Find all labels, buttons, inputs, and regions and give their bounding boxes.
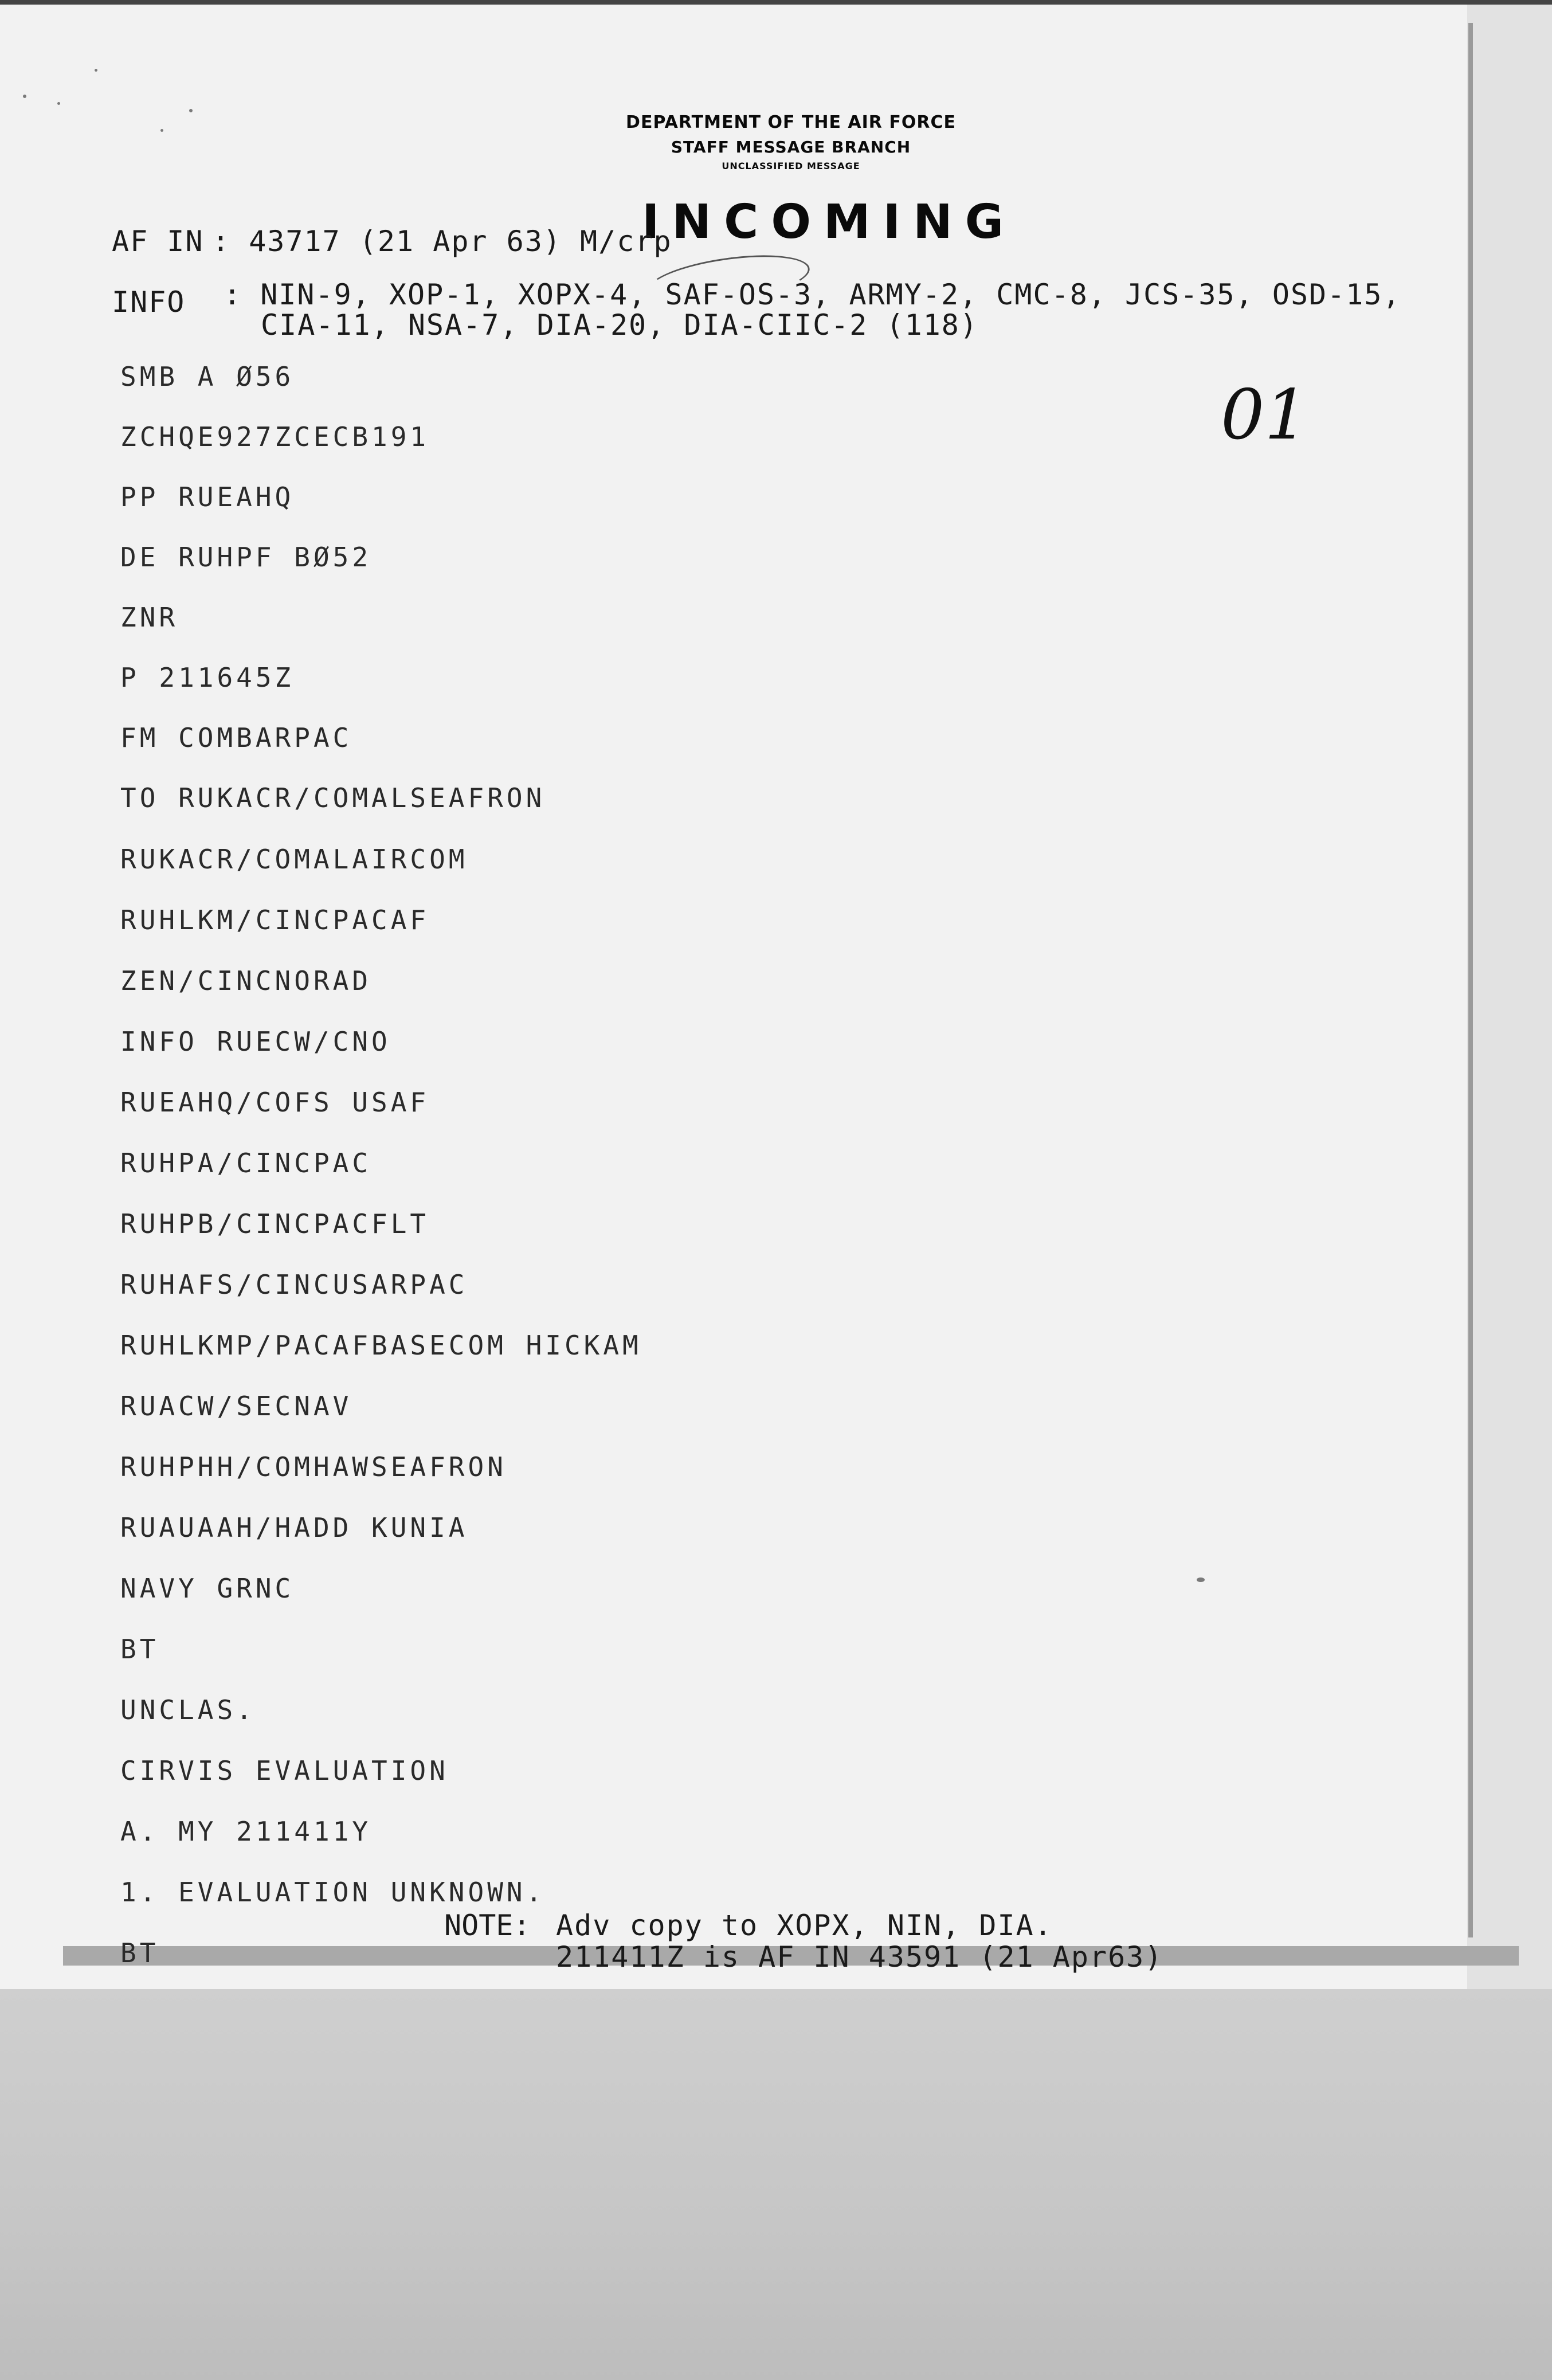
message-line: ZNR xyxy=(120,602,179,633)
message-line: RUEAHQ/COFS USAF xyxy=(120,1087,430,1118)
background-below-page xyxy=(0,1989,1552,2380)
message-line: RUHPB/CINCPACFLT xyxy=(120,1208,430,1239)
message-line: RUHLKM/CINCPACAF xyxy=(120,905,430,935)
message-line: BT xyxy=(120,1634,159,1665)
speck xyxy=(95,69,97,72)
message-line: RUACW/SECNAV xyxy=(120,1391,352,1422)
speck xyxy=(160,129,163,132)
message-line: TO RUKACR/COMALSEAFRON xyxy=(120,782,546,813)
message-line: RUAUAAH/HADD KUNIA xyxy=(120,1512,468,1543)
message-line: RUHAFS/CINCUSARPAC xyxy=(120,1269,468,1300)
message-line: A. MY 211411Y xyxy=(120,1816,372,1847)
speck xyxy=(189,109,193,112)
page-top-edge xyxy=(0,0,1552,5)
message-line: RUHPHH/COMHAWSEAFRON xyxy=(120,1451,507,1482)
message-line: SMB A Ø56 xyxy=(120,361,295,392)
message-line: CIRVIS EVALUATION xyxy=(120,1755,449,1786)
message-line: RUKACR/COMALAIRCOM xyxy=(120,844,468,875)
message-line: P 211645Z xyxy=(120,662,295,693)
message-line: BT xyxy=(120,1937,159,1968)
note-line-1: Adv copy to XOPX, NIN, DIA. xyxy=(556,1909,1053,1942)
letterhead-department: DEPARTMENT OF THE AIR FORCE xyxy=(626,112,956,132)
message-line: DE RUHPF BØ52 xyxy=(120,542,372,573)
speck xyxy=(23,95,26,98)
info-distribution-line-1: : NIN-9, XOP-1, XOPX-4, SAF-OS-3, ARMY-2, CMC-8, JCS-35, OSD-15, xyxy=(224,278,1401,311)
message-line: INFO RUECW/CNO xyxy=(120,1026,391,1057)
af-in-label: AF IN xyxy=(112,225,204,258)
info-distribution-line-2: CIA-11, NSA-7, DIA-20, DIA-CIIC-2 (118) xyxy=(261,308,978,342)
message-line: NAVY GRNC xyxy=(120,1573,295,1604)
speck xyxy=(57,102,60,105)
speck xyxy=(1197,1577,1205,1582)
incoming-stamp: INCOMING xyxy=(642,195,1017,249)
info-label: INFO xyxy=(112,285,186,319)
af-in-value: : 43717 (21 Apr 63) M/crp xyxy=(212,225,672,258)
message-line: ZEN/CINCNORAD xyxy=(120,965,372,996)
message-line: ZCHQE927ZCECB191 xyxy=(120,421,430,452)
page-right-margin xyxy=(1467,0,1552,1989)
message-line: 1. EVALUATION UNKNOWN. xyxy=(120,1877,546,1908)
message-line: FM COMBARPAC xyxy=(120,722,352,753)
note-label: NOTE: xyxy=(444,1909,531,1942)
letterhead-branch: STAFF MESSAGE BRANCH xyxy=(671,138,911,156)
page-right-edge-shadow xyxy=(1468,23,1473,1937)
handwritten-page-number: 01 xyxy=(1221,375,1308,455)
letterhead-classification: UNCLASSIFIED MESSAGE xyxy=(722,161,860,171)
message-line: PP RUEAHQ xyxy=(120,482,295,512)
letterhead xyxy=(573,112,1009,174)
message-line: RUHLKMP/PACAFBASECOM HICKAM xyxy=(120,1330,642,1361)
note-line-2: 211411Z is AF IN 43591 (21 Apr63) xyxy=(556,1940,1163,1974)
message-line: RUHPA/CINCPAC xyxy=(120,1148,372,1179)
message-line: UNCLAS. xyxy=(120,1694,256,1725)
